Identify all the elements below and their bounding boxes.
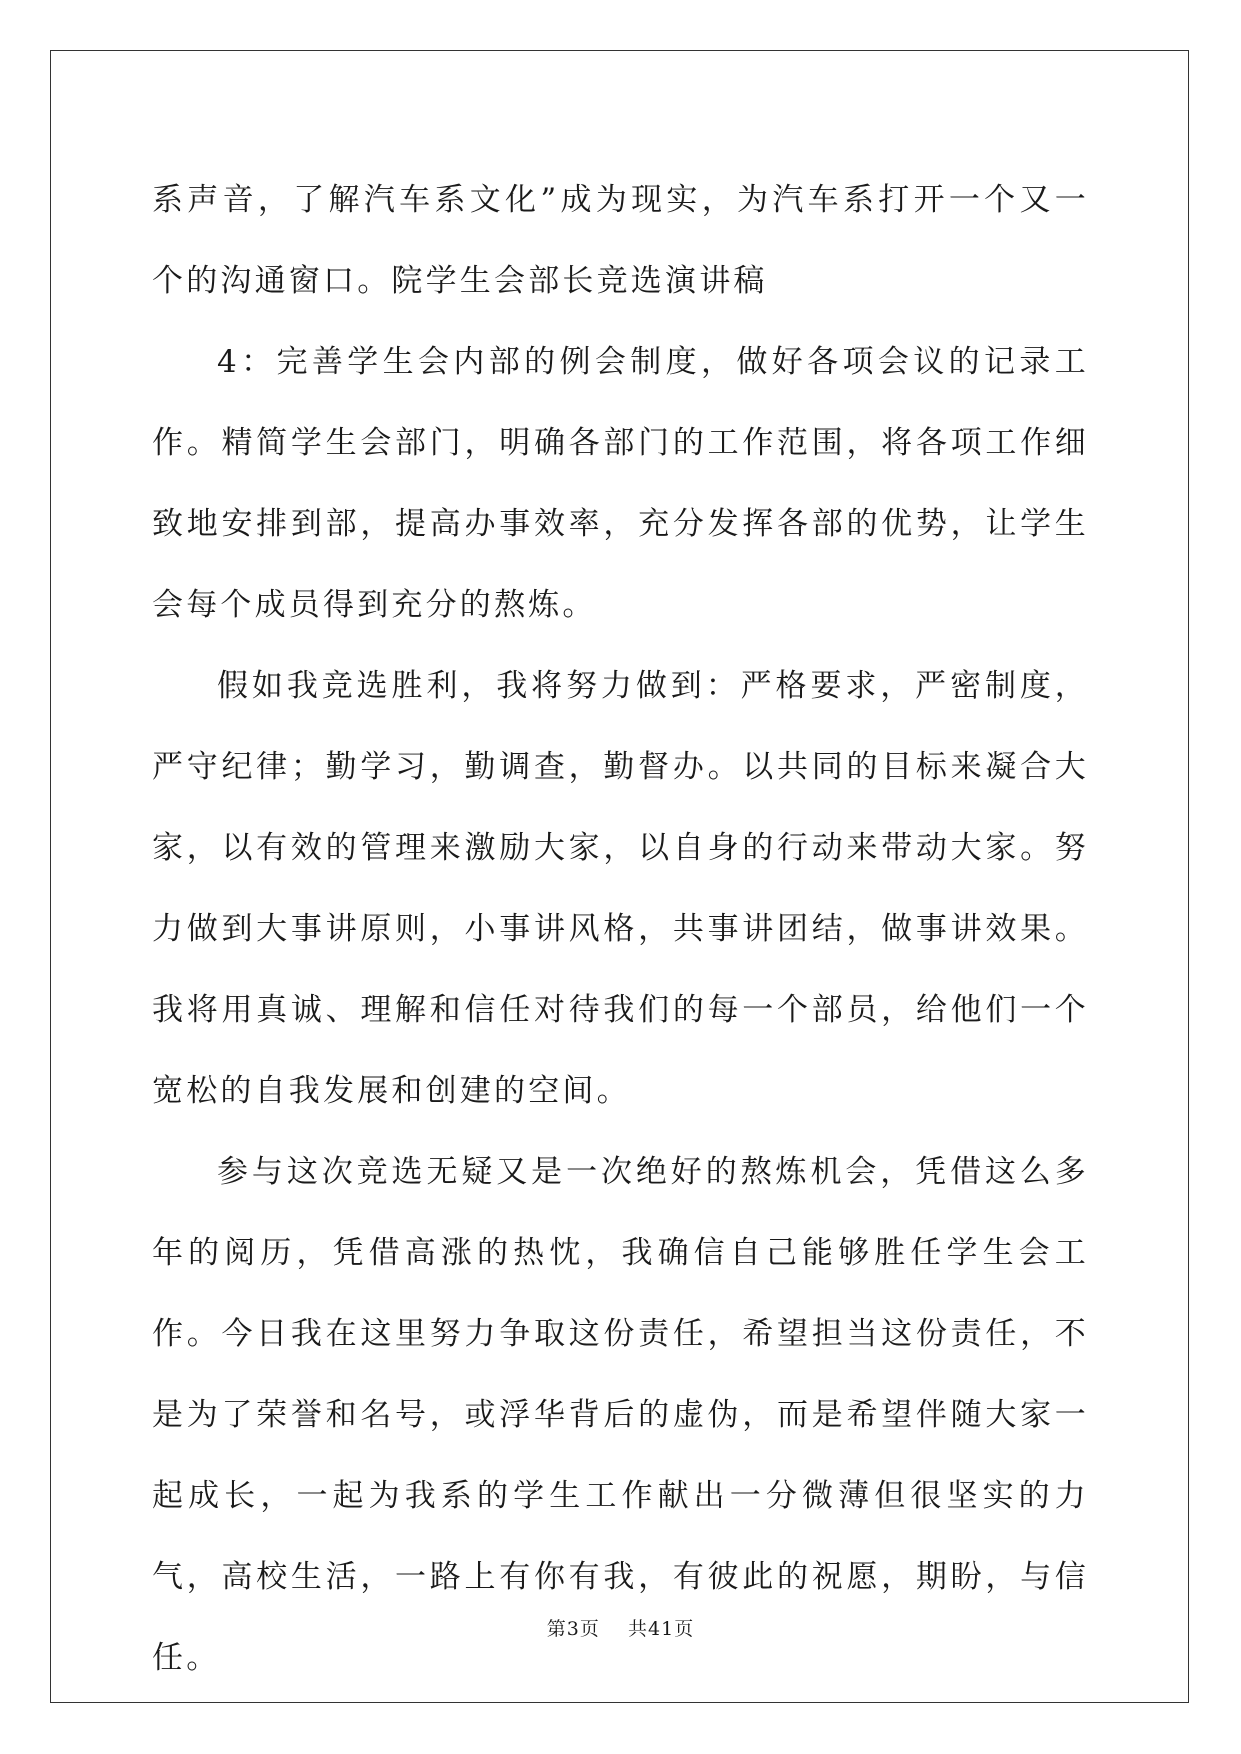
document-body xyxy=(152,160,1089,1699)
page-total: 共41页 xyxy=(628,1618,695,1640)
paragraph-item-4: 4：完善学生会内部的例会制度，做好各项会议的记录工作。精简学生会部门，明确各部门的工作范围，将各项工作细致地安排到部，提高办事效率，充分发挥各部的优势，让学生会每个成员得到充分的熬炼。 xyxy=(152,344,1089,623)
page-footer xyxy=(0,1614,1241,1641)
paragraph-commitment: 假如我竞选胜利，我将努力做到：严格要求，严密制度，严守纪律；勤学习，勤调查，勤督办。以共同的目标来凝合大家，以有效的管理来激励大家，以自身的行动来带动大家。努力做到大事讲原则，小事讲风格，共事讲团结，做事讲效果。我将用真诚、理解和信任对待我们的每一个部员，给他们一个宽松的自我发展和创建的空间。 xyxy=(152,668,1089,1109)
paragraph-closing: 参与这次竞选无疑又是一次绝好的熬炼机会，凭借这么多年的阅历，凭借高涨的热忱，我确信自己能够胜任学生会工作。今日我在这里努力争取这份责任，希望担当这份责任，不是为了荣誉和名号，或浮华背后的虚伪，而是希望伴随大家一起成长，一起为我系的学生工作献出一分微薄但很坚实的力气，高校生活，一路上有你有我，有彼此的祝愿，期盼，与信任。 xyxy=(152,1154,1089,1676)
page-number: 第3页 xyxy=(546,1618,600,1640)
paragraph-continuation: 系声音，了解汽车系文化”成为现实，为汽车系打开一个又一个的沟通窗口。院学生会部长竞选演讲稿 xyxy=(152,182,1089,299)
